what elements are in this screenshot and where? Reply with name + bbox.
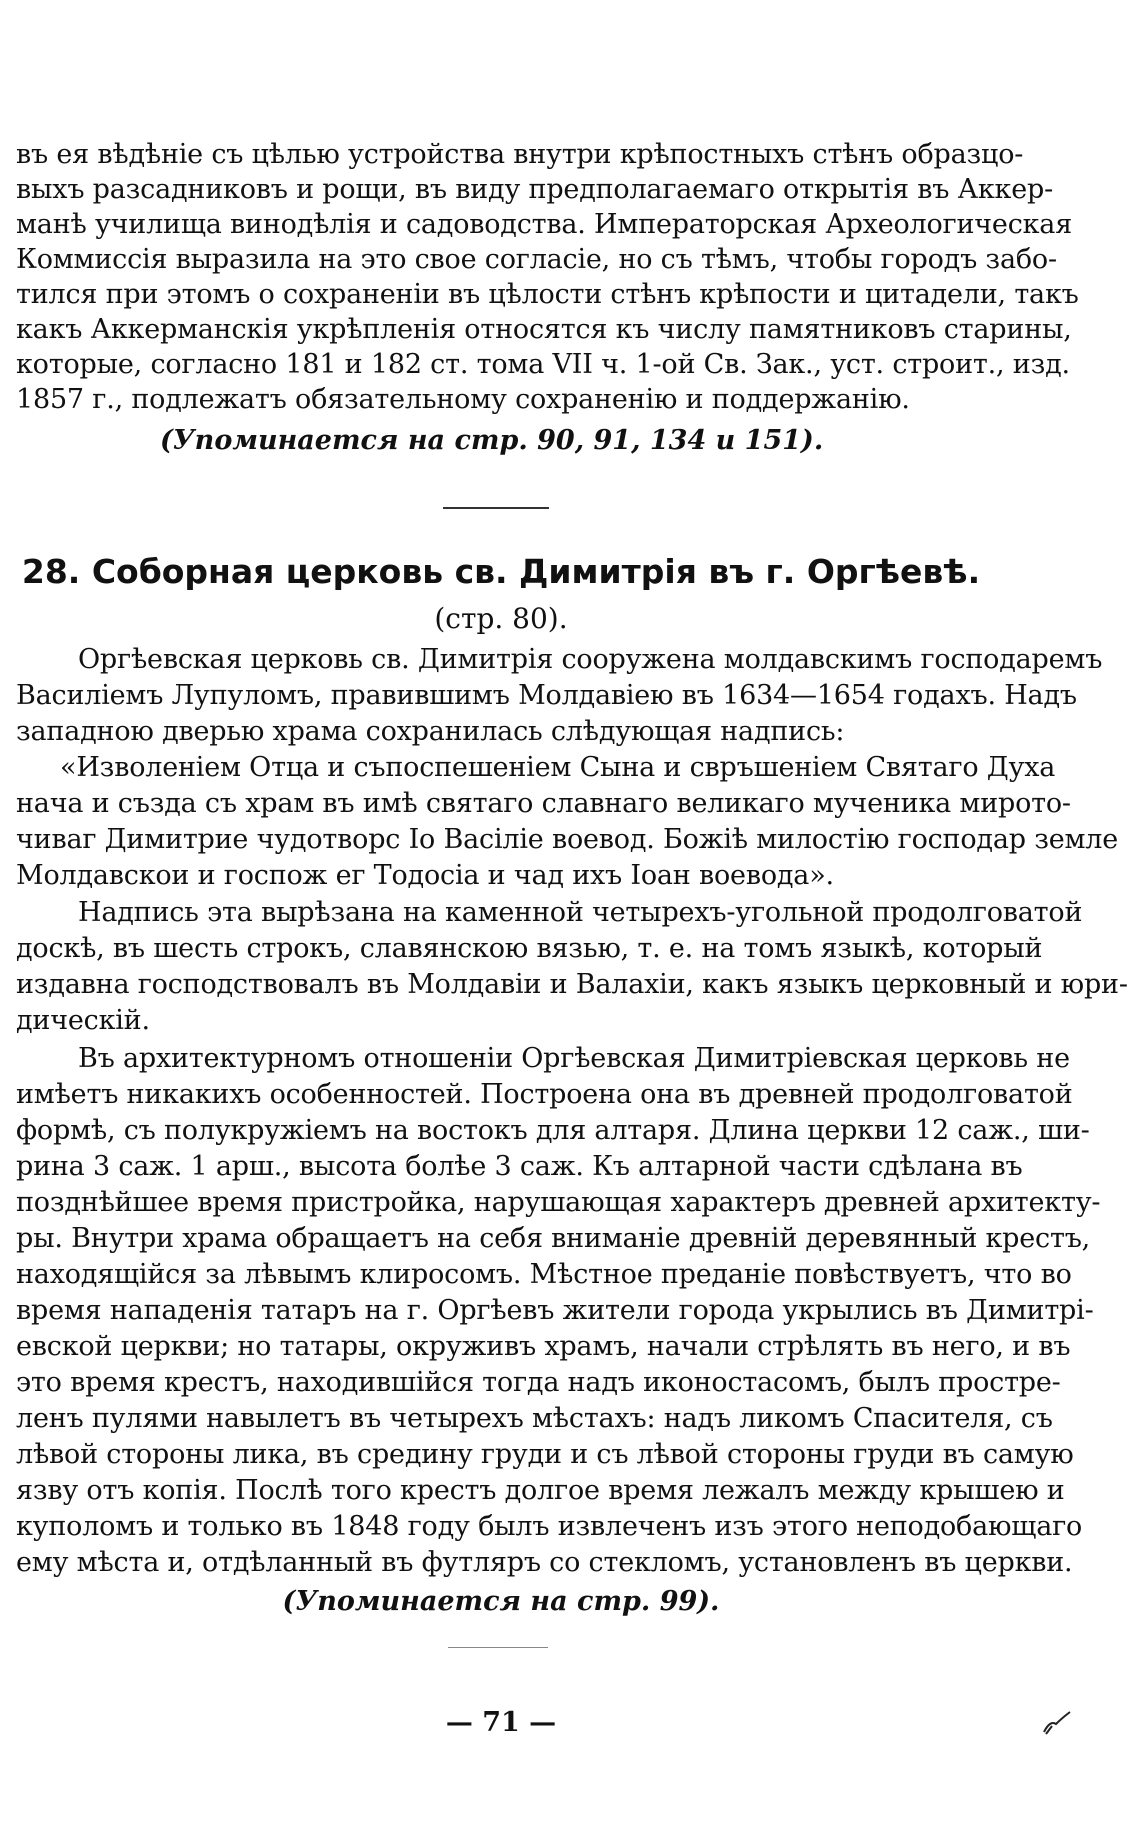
text-line: издавна господствовалъ въ Молдавіи и Валахіи, какъ языкъ церковный и юри- xyxy=(16,969,1128,1000)
text-line: Василіемъ Лупуломъ, правившимъ Молдавіею въ 1634—1654 годахъ. Надъ xyxy=(16,680,1077,711)
text-line: Оргѣевская церковь св. Димитрія сооружена молдавскимъ господаремъ xyxy=(78,644,1103,675)
text-line: ленъ пулями навылетъ въ четырехъ мѣстахъ: надъ ликомъ Спасителя, съ xyxy=(16,1403,1053,1434)
text-line: которые, согласно 181 и 182 ст. тома VII ч. 1-ой Св. Зак., уст. строит., изд. xyxy=(16,349,1070,380)
text-line: язву отъ копія. Послѣ того крестъ долгое время лежалъ между крышею и xyxy=(16,1475,1065,1506)
section-heading: 28. Соборная церковь св. Димитрія въ г. Оргѣевѣ. xyxy=(21,552,981,591)
text-line: манѣ училища винодѣлія и садоводства. Императорская Археологическая xyxy=(16,209,1073,240)
text-line: имѣетъ никакихъ особенностей. Построена она въ древней продолговатой xyxy=(16,1079,1073,1110)
text-line: ему мѣста и, отдѣланный въ футляръ со стекломъ, установленъ въ церкви. xyxy=(16,1547,1073,1578)
inscription-line: «Изволеніем Отца и съпоспешеніем Сына и свръшеніем Святаго Духа xyxy=(60,752,1056,783)
inscription-line: Молдавскои и госпож ег Тодосіа и чад ихъ Іоан воевода». xyxy=(16,860,834,891)
text-line: западною дверью храма сохранилась слѣдующая надпись: xyxy=(16,716,845,747)
text-line: тился при этомъ о сохраненіи въ цѣлости стѣнъ крѣпости и цитадели, такъ xyxy=(16,279,1079,310)
text-line: позднѣйшее время пристройка, нарушающая характеръ древней архитекту- xyxy=(16,1187,1101,1218)
inscription-line: чиваг Димитрие чудотворс Іо Васіліе воевод. Божіѣ милостію господар земле xyxy=(16,824,1119,855)
text-line: Коммиссія выразила на это свое согласіе, но съ тѣмъ, чтобы городъ забо- xyxy=(16,244,1057,275)
text-line: выхъ разсадниковъ и рощи, въ виду предполагаемаго открытія въ Аккер- xyxy=(16,174,1054,205)
text-line: Въ архитектурномъ отношеніи Оргѣевская Димитріевская церковь не xyxy=(78,1043,1070,1074)
text-line: Надпись эта вырѣзана на каменной четырехъ-угольной продолговатой xyxy=(78,897,1083,928)
text-line: евской церкви; но татары, окруживъ храмъ, начали стрѣлять въ него, и въ xyxy=(16,1331,1071,1362)
text-line: въ ея вѣдѣніе съ цѣлью устройства внутри крѣпостныхъ стѣнъ образцо- xyxy=(16,139,1024,170)
section-divider xyxy=(448,1647,548,1648)
text-line: какъ Аккерманскія укрѣпленія относятся къ числу памятниковъ старины, xyxy=(16,314,1072,345)
text-line: находящійся за лѣвымъ клиросомъ. Мѣстное преданіе повѣствуетъ, что во xyxy=(16,1259,1072,1290)
text-line: куполомъ и только въ 1848 году былъ извлеченъ изъ этого неподобающаго xyxy=(16,1511,1083,1542)
text-line: формѣ, съ полукружіемъ на востокъ для алтаря. Длина церкви 12 саж., ши- xyxy=(16,1115,1090,1146)
cross-reference: (Упоминается на стр. 90, 91, 134 и 151). xyxy=(160,425,824,456)
inscription-line: нача и създа съ храм въ имѣ святаго славнаго великаго мученика мирото- xyxy=(16,788,1071,819)
text-line: лѣвой стороны лика, въ средину груди и съ лѣвой стороны груди въ самую xyxy=(16,1439,1074,1470)
text-line: ры. Внутри храма обращаетъ на себя вниманіе древній деревянный крестъ, xyxy=(16,1223,1091,1254)
text-line: время нападенія татаръ на г. Оргѣевъ жители города укрылись въ Димитрі- xyxy=(16,1295,1094,1326)
text-line: 1857 г., подлежатъ обязательному сохраненію и поддержанію. xyxy=(16,384,910,415)
text-line: дическій. xyxy=(16,1005,150,1036)
text-line: это время крестъ, находившійся тогда надъ иконостасомъ, былъ простре- xyxy=(16,1367,1061,1398)
section-subheading: (стр. 80). xyxy=(434,602,568,635)
pen-mark-icon xyxy=(1040,1700,1080,1740)
cross-reference: (Упоминается на стр. 99). xyxy=(282,1586,720,1617)
text-line: рина 3 саж. 1 арш., высота болѣе 3 саж. Къ алтарной части сдѣлана въ xyxy=(16,1151,1023,1182)
page-number: — 71 — xyxy=(445,1707,557,1738)
section-divider xyxy=(443,507,549,509)
text-line: доскѣ, въ шесть строкъ, славянскою вязью, т. е. на томъ языкѣ, который xyxy=(16,933,1043,964)
